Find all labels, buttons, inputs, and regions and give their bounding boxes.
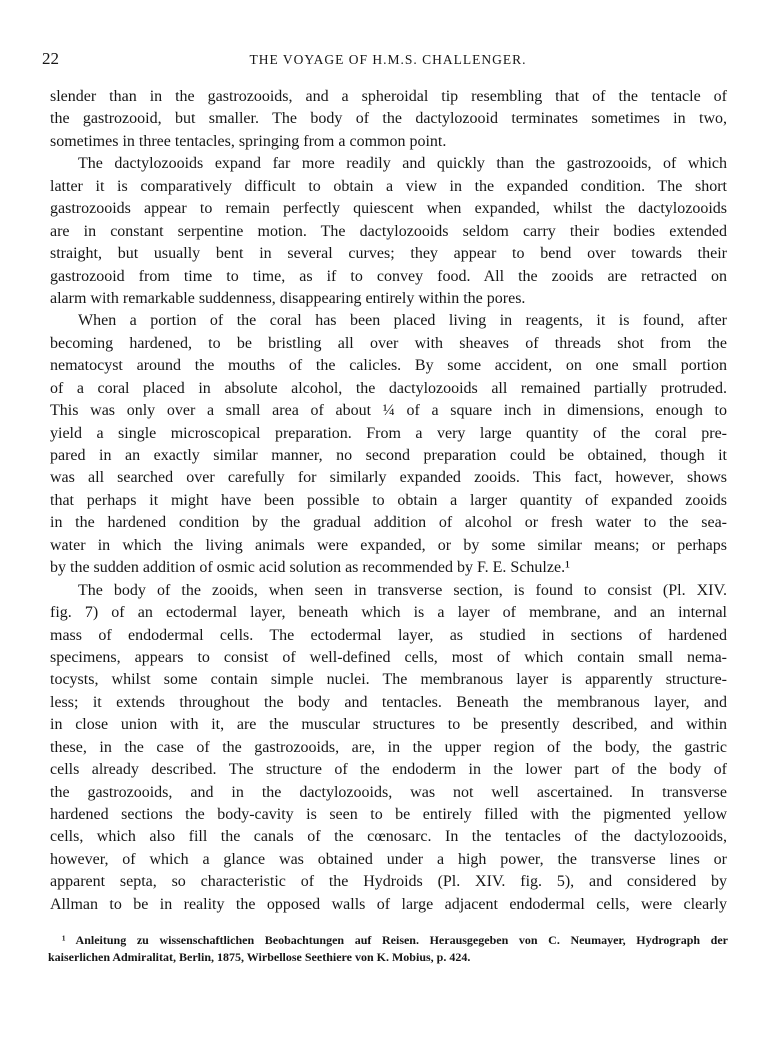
text-line: the gastrozooid, but smaller. The body of the dactylozooid terminates sometimes in two,	[50, 110, 727, 128]
text-line: This was only over a small area of about ¼ of a square inch in dimensions, enough to	[50, 402, 727, 420]
text-line: straight, but usually bent in several curves; they appear to bend over towards their	[50, 245, 727, 263]
body-text	[50, 86, 727, 916]
text-line: The dactylozooids expand far more readily and quickly than the gastrozooids, of which	[78, 155, 727, 173]
text-line: are in constant serpentine motion. The dactylozooids seldom carry their bodies extended	[50, 222, 727, 240]
text-line: these, in the case of the gastrozooids, are, in the upper region of the body, the gastric	[50, 738, 727, 756]
text-line: apparent septa, so characteristic of the Hydroids (Pl. XIV. fig. 5), and considered by	[50, 873, 727, 891]
text-line: When a portion of the coral has been placed living in reagents, it is found, after	[78, 312, 727, 330]
text-line: less; it extends throughout the body and tentacles. Beneath the membranous layer, and	[50, 693, 727, 711]
paragraph	[50, 310, 727, 579]
text-line: sometimes in three tentacles, springing from a common point.	[50, 132, 447, 150]
text-line: however, of which a glance was obtained under a high power, the transverse lines or	[50, 850, 727, 868]
text-line: by the sudden addition of osmic acid solution as recommended by F. E. Schulze.¹	[50, 559, 570, 577]
text-line: Allman to be in reality the opposed walls of large adjacent endodermal cells, were clearly	[50, 895, 727, 913]
running-title: THE VOYAGE OF H.M.S. CHALLENGER.	[249, 52, 527, 67]
text-line: cells, which also fill the canals of the cœnosarc. In the tentacles of the dactylozooids,	[50, 828, 727, 846]
text-line: that perhaps it might have been possible to obtain a larger quantity of expanded zooids	[50, 491, 727, 509]
text-line: hardened sections the body-cavity is seen to be entirely filled with the pigmented yellow	[50, 806, 727, 823]
text-line: The body of the zooids, when seen in transverse section, is found to consist (Pl. XIV.	[78, 581, 727, 599]
text-line: in close union with it, are the muscular structures to be presently described, and within	[50, 716, 727, 734]
paragraph	[50, 580, 727, 917]
text-line: pared in an exactly similar manner, no second preparation could be obtained, though it	[50, 447, 727, 464]
text-line: was all searched over carefully for similarly expanded zooids. This fact, however, shows	[50, 469, 727, 487]
text-line: yield a single microscopical preparation. From a very large quantity of the coral pre-	[50, 424, 727, 442]
paragraph	[50, 153, 727, 310]
text-line: mass of endodermal cells. The ectodermal layer, as studied in sections of hardened	[50, 626, 727, 644]
text-line: gastrozooid from time to time, as if to convey food. All the zooids are retracted on	[50, 267, 727, 285]
text-line: fig. 7) of an ectodermal layer, beneath which is a layer of membrane, and an internal	[50, 604, 727, 622]
page-number: 22	[42, 49, 59, 68]
text-line: gastrozooids appear to remain perfectly quiescent when expanded, whilst the dactylozooids	[50, 200, 727, 218]
text-line: nematocyst around the mouths of the calicles. By some accident, on one small portion	[50, 357, 727, 375]
text-line: alarm with remarkable suddenness, disappearing entirely within the pores.	[50, 289, 526, 307]
footnote	[48, 932, 728, 966]
footnote-line: ¹ Anleitung zu wissenschaftlichen Beobachtungen auf Reisen. Herausgegeben von C. Neumayer, Hydrograph der	[62, 933, 728, 947]
footnote-line: kaiserlichen Admiralitat, Berlin, 1875, Wirbellose Seethiere von K. Mobius, p. 424.	[48, 950, 471, 964]
text-line: of a coral placed in absolute alcohol, the dactylozooids all remained partially protruded.	[50, 379, 727, 397]
text-line: in the hardened condition by the gradual addition of alcohol or fresh water to the sea-	[50, 514, 727, 532]
text-line: specimens, appears to consist of well-defined cells, most of which contain small nema-	[50, 648, 727, 666]
text-line: the gastrozooids, and in the dactylozooids, was not well ascertained. In transverse	[50, 783, 727, 801]
text-line: becoming hardened, to be bristling all over with sheaves of threads shot from the	[50, 334, 727, 352]
text-line: cells already described. The structure of the endoderm in the lower part of the body of	[50, 761, 727, 779]
paragraph	[50, 86, 727, 153]
text-line: tocysts, whilst some contain simple nuclei. The membranous layer is apparently structure-	[50, 671, 727, 689]
text-line: water in which the living animals were expanded, or by some similar means; or perhaps	[50, 536, 727, 554]
text-line: latter it is comparatively difficult to obtain a view in the expanded condition. The short	[50, 177, 727, 195]
text-line: slender than in the gastrozooids, and a spheroidal tip resembling that of the tentacle of	[50, 88, 727, 105]
